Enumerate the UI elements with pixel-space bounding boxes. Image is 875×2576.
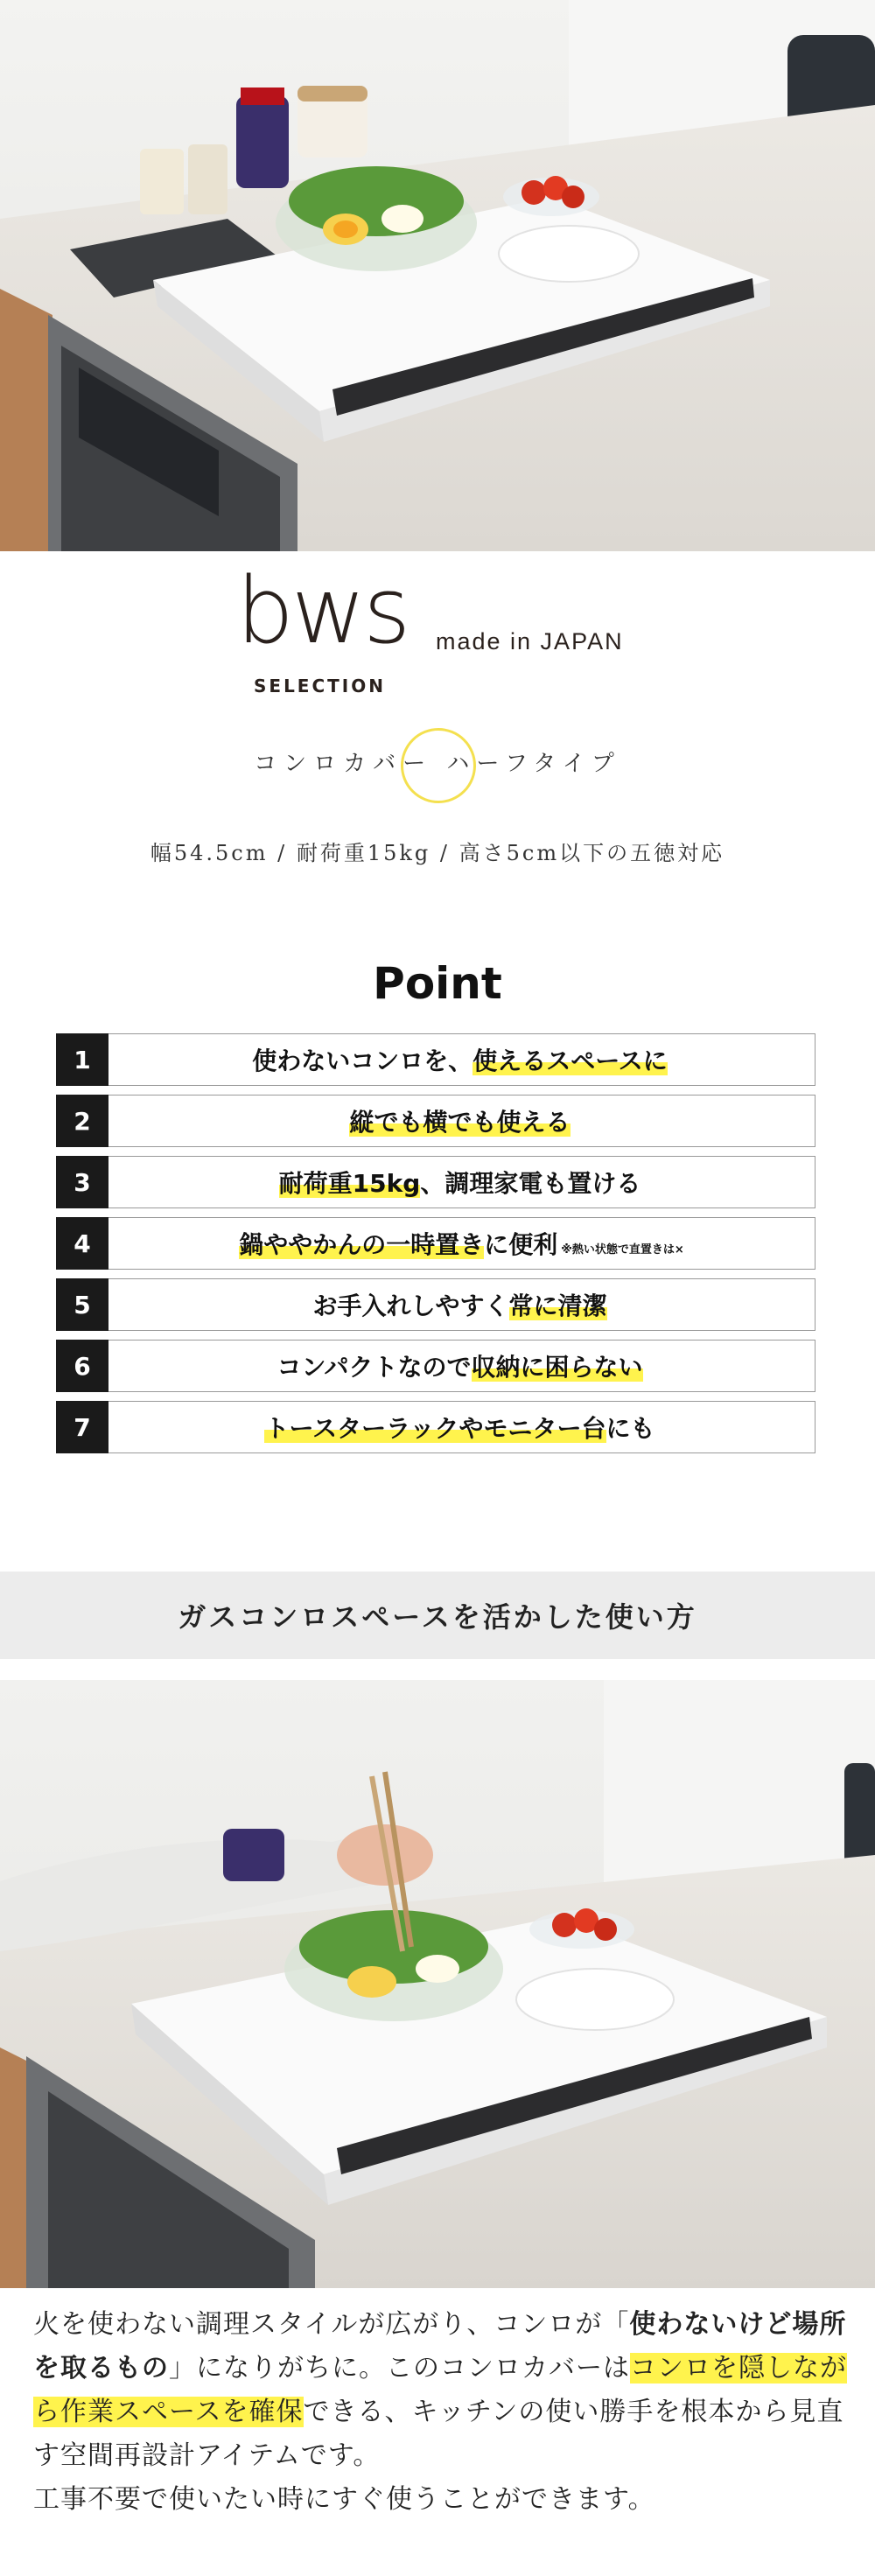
point-text-pre: 使わないコンロを、 (252, 1046, 473, 1075)
point-row (56, 1217, 816, 1270)
kitchen-photo-illustration (0, 0, 875, 551)
point-text (108, 1042, 815, 1077)
point-text-pre: お手入れしやすく (312, 1292, 509, 1320)
usage-photo-illustration (0, 1680, 875, 2288)
point-text-highlight: 鍋ややかんの一時置き (239, 1230, 485, 1259)
made-in-label: made in JAPAN (436, 628, 624, 654)
point-text-highlight: 縦でも横でも使える (349, 1108, 570, 1137)
point-number: 2 (56, 1095, 108, 1147)
point-text-post: にも (606, 1414, 655, 1443)
point-text-highlight: 常に清潔 (508, 1292, 607, 1320)
description-part2: 」になりがちに。このコンロカバーは (169, 2353, 630, 2384)
point-row (56, 1278, 816, 1331)
brand-logo (236, 557, 411, 700)
product-specs: 幅54.5cm / 耐荷重15kg / 高さ5cm以下の五徳対応 (150, 841, 725, 865)
brand-logo-subtitle: SELECTION (254, 676, 386, 696)
point-text-post: 、調理家電も置ける (420, 1169, 641, 1198)
point-row (56, 1401, 816, 1453)
point-text-highlight: トースターラックやモニター台 (264, 1414, 606, 1443)
point-text (108, 1287, 815, 1322)
description-highlight: コンロを隠しながら作業スペースを確保 (33, 2353, 847, 2427)
product-photo-usage (0, 1680, 875, 2288)
point-text (108, 1165, 815, 1200)
point-title: Point (373, 958, 502, 1009)
point-row (56, 1033, 816, 1086)
description-part3: できる、キッチンの使い勝手を根本から見直す空間再設計アイテムです。 (33, 2397, 844, 2471)
point-number: 5 (56, 1278, 108, 1331)
point-text-pre: コンパクトなので (276, 1353, 472, 1382)
point-number: 1 (56, 1033, 108, 1086)
point-text-post: に便利 (484, 1230, 558, 1259)
point-text-highlight: 耐荷重15kg (278, 1169, 421, 1198)
description-text (33, 2303, 847, 2522)
point-number: 7 (56, 1401, 108, 1453)
point-number: 4 (56, 1217, 108, 1270)
description-part1: 火を使わない調理スタイルが広がり、コンロが「 (33, 2309, 630, 2340)
point-number: 6 (56, 1340, 108, 1392)
point-text (108, 1226, 815, 1261)
point-text (108, 1410, 815, 1445)
point-text-highlight: 使えるスペースに (472, 1046, 668, 1075)
product-photo-top (0, 0, 875, 551)
point-note: ※熱い状態で直置きは× (561, 1243, 684, 1256)
point-row (56, 1156, 816, 1208)
brand-logo-text: bws (236, 557, 409, 664)
description-bold: 使わないけど場所を取るもの (33, 2309, 847, 2384)
point-text-highlight: 収納に困らない (471, 1353, 643, 1382)
section-title: ガスコンロスペースを活かした使い方 (178, 1600, 697, 1634)
section-band (0, 1572, 875, 1659)
point-text (108, 1348, 815, 1383)
point-row (56, 1340, 816, 1392)
product-name: コンロカバー ハーフタイプ (254, 751, 621, 777)
point-text (108, 1103, 815, 1138)
description-part4: 工事不要で使いたい時にすぐ使うことができます。 (33, 2484, 655, 2515)
point-list (56, 1033, 816, 1462)
point-number: 3 (56, 1156, 108, 1208)
point-row (56, 1095, 816, 1147)
